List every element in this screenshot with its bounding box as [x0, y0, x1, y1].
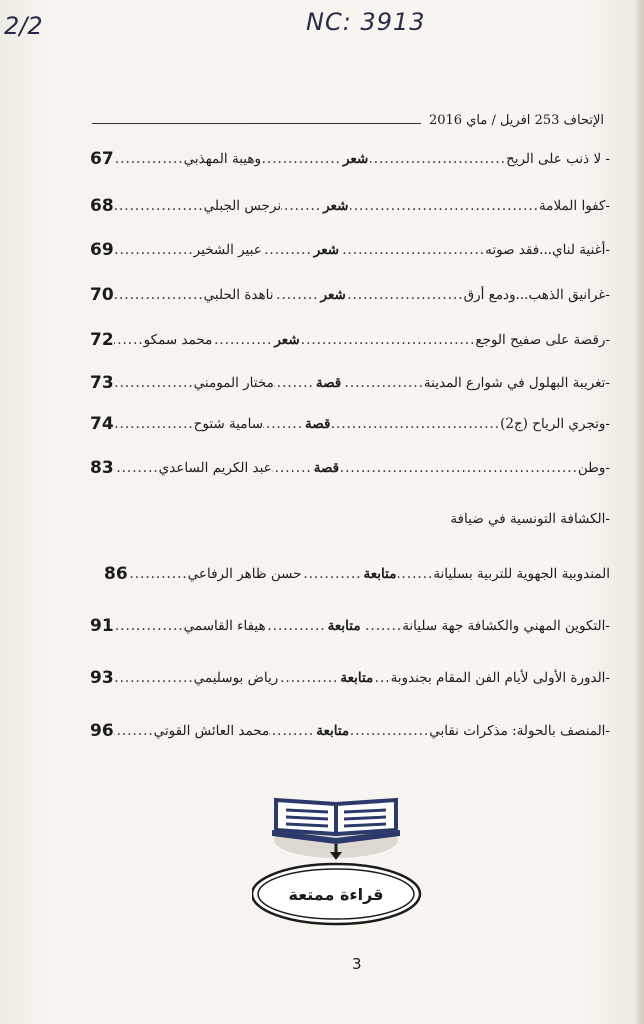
handwritten-page-mark: 2/2: [4, 12, 43, 40]
leader-dots: [269, 723, 314, 739]
entry-author: سامية شتوح: [193, 416, 264, 432]
running-header: [92, 108, 604, 128]
toc-entry: [90, 368, 610, 398]
entry-author: رياض بوسليمي: [193, 670, 279, 686]
leader-dots: [274, 375, 314, 391]
leader-dots: [398, 566, 433, 582]
entry-title: -أغنية لناي...فقد صوته: [485, 242, 610, 258]
toc-entry: [90, 409, 610, 439]
entry-page: 68: [90, 196, 114, 216]
entry-author: وهيبة المهذبي: [183, 151, 261, 167]
leader-dots: [114, 332, 144, 348]
toc-entry: [90, 325, 610, 355]
entry-title: -المنصف بالحولة: مذكرات نقابي: [429, 723, 610, 739]
toc-section-heading: [450, 504, 610, 534]
entry-title: -وطن: [577, 460, 610, 476]
entry-page: 93: [90, 668, 114, 688]
entry-author: ناهدة الحلبي: [203, 287, 274, 303]
header-rule: [92, 123, 421, 124]
entry-genre: قصة: [315, 375, 342, 391]
entry-title: -غرانيق الذهب...ودمع أرق: [463, 287, 610, 303]
leader-dots: [114, 375, 194, 391]
entry-title: المندوبية الجهوية للتربية بسليانة: [433, 566, 610, 582]
entry-genre: متابعة: [363, 566, 397, 582]
journal-issue-label: الإتحاف 253 افريل / ماي 2016: [428, 113, 604, 128]
entry-title: -رقصة على صفيح الوجع: [475, 332, 610, 348]
leader-dots: [332, 416, 500, 432]
entry-page: 91: [90, 616, 114, 636]
entry-page: 67: [90, 149, 114, 169]
entry-title: -كفوا الملامة: [538, 198, 610, 214]
toc-entry: [90, 144, 610, 174]
entry-author: مختار المومني: [193, 375, 274, 391]
leader-dots: [114, 242, 194, 258]
leader-dots: [212, 332, 272, 348]
entry-title: - لا ذنب على الريح: [505, 151, 610, 167]
entry-genre: متابعة: [340, 670, 374, 686]
leader-dots: [281, 198, 321, 214]
reading-badge: [252, 790, 432, 930]
entry-author: محمد العائش القوتي: [153, 723, 270, 739]
entry-page: 73: [90, 373, 114, 393]
leader-dots: [114, 460, 159, 476]
toc-entry: [90, 453, 610, 483]
toc-entry: [90, 611, 610, 641]
leader-dots: [343, 375, 424, 391]
toc-entry: [90, 191, 610, 221]
leader-dots: [341, 460, 578, 476]
leader-dots: [114, 670, 194, 686]
leader-dots: [263, 416, 303, 432]
leader-dots: [114, 618, 184, 634]
toc-entry: [90, 663, 610, 693]
entry-page: 74: [90, 414, 114, 434]
leader-dots: [375, 670, 390, 686]
entry-page: 70: [90, 285, 114, 305]
entry-title: -تغريبة البهلول في شوارع المدينة: [423, 375, 610, 391]
leader-dots: [274, 287, 319, 303]
entry-author: حسن ظاهر الرفاعي: [187, 566, 302, 582]
entry-genre: شعر: [274, 332, 300, 348]
entry-title: -الكشافة التونسية في ضيافة: [450, 511, 610, 527]
leader-dots: [348, 287, 464, 303]
entry-author: محمد سمكو: [143, 332, 213, 348]
toc-entry: [90, 280, 610, 310]
entry-page: 83: [90, 458, 114, 478]
handwritten-catalog-number: NC: 3913: [306, 8, 426, 36]
entry-genre: شعر: [313, 242, 340, 258]
entry-author: عبد الكريم الساعدي: [158, 460, 272, 476]
entry-genre: قصة: [313, 460, 340, 476]
leader-dots: [370, 151, 506, 167]
page-number: 3: [352, 955, 362, 973]
leader-dots: [302, 332, 476, 348]
toc-entry: [90, 716, 610, 746]
leader-dots: [261, 151, 341, 167]
entry-page: 69: [90, 240, 114, 260]
leader-dots: [351, 723, 429, 739]
entry-page: 86: [104, 564, 128, 584]
entry-author: نرجس الجبلي: [203, 198, 282, 214]
entry-author: هيفاء القاسمي: [183, 618, 266, 634]
entry-title: -الدورة الأولى لأيام الفن المقام بجندوبة: [390, 670, 610, 686]
entry-genre: شعر: [342, 151, 369, 167]
open-book-icon: [252, 790, 432, 930]
leader-dots: [114, 723, 154, 739]
leader-dots: [341, 242, 485, 258]
leader-dots: [278, 670, 338, 686]
leader-dots: [262, 242, 312, 258]
entry-genre: شعر: [323, 198, 349, 214]
leader-dots: [266, 618, 326, 634]
toc-entry: [90, 235, 610, 265]
leader-dots: [128, 566, 188, 582]
entry-title: -وتجري الرياح (ج2): [500, 416, 610, 432]
entry-genre: شعر: [320, 287, 346, 303]
entry-title: -التكوين المهني والكشافة جهة سليانة: [402, 618, 610, 634]
entry-genre: قصة: [305, 416, 331, 432]
leader-dots: [114, 151, 184, 167]
leader-dots: [272, 460, 312, 476]
leader-dots: [114, 416, 194, 432]
leader-dots: [114, 287, 204, 303]
leader-dots: [363, 618, 403, 634]
entry-page: 72: [90, 330, 114, 350]
entry-genre: متابعة: [327, 618, 361, 634]
leader-dots: [350, 198, 539, 214]
badge-label: قراءة ممتعة: [288, 885, 384, 904]
toc-entry: [104, 559, 610, 589]
entry-genre: متابعة: [316, 723, 350, 739]
leader-dots: [302, 566, 362, 582]
page-edge: [636, 0, 644, 1024]
entry-author: عبير الشخير: [193, 242, 262, 258]
leader-dots: [114, 198, 204, 214]
entry-page: 96: [90, 721, 114, 741]
